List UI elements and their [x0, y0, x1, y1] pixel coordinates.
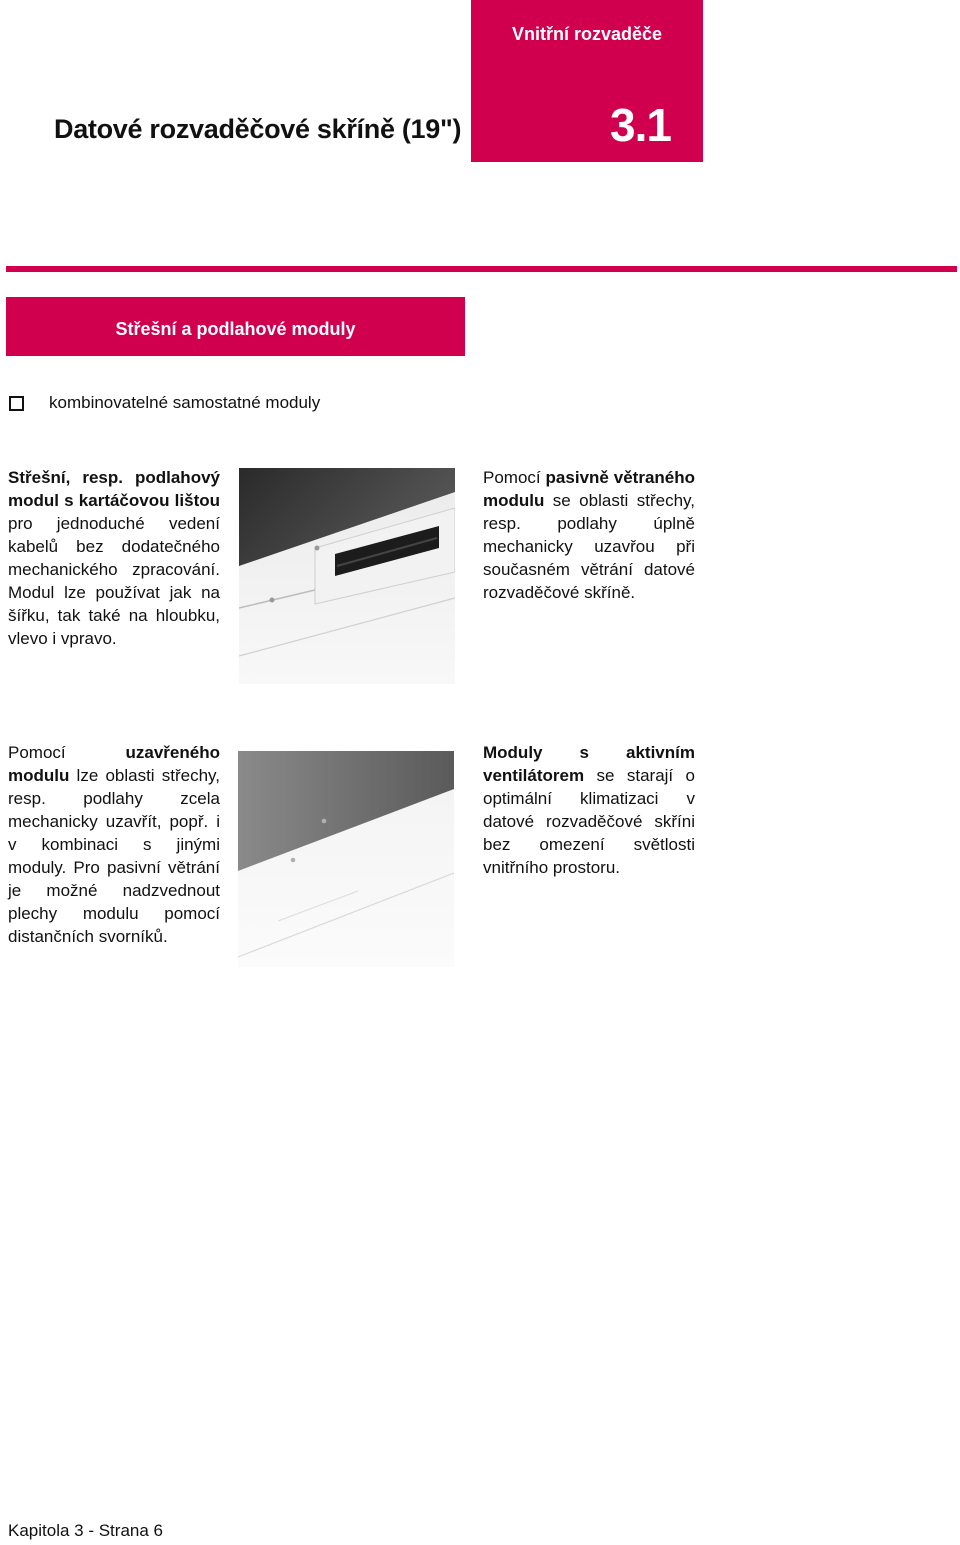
section-heading-bar [6, 297, 465, 356]
page-footer: Kapitola 3 - Strana 6 [8, 1521, 163, 1540]
category-tab [471, 0, 703, 162]
section-heading: Střešní a podlahové moduly [115, 319, 356, 339]
paragraph-active-module [483, 741, 695, 879]
paragraph-bold: Moduly s aktivním ventilátorem [483, 743, 695, 785]
paragraph-text: lze oblasti střechy, resp. podlahy zcela mechanicky uzavřít, popř. i v kombinaci s jinými moduly. Pro pasivní větrání je možné nadzvednout plechy modulu pomocí distančních svorníků. [8, 766, 220, 946]
category-label: Vnitřní rozvaděče [511, 24, 663, 44]
checkbox-icon [9, 396, 24, 411]
paragraph-text: pro jednoduché vedení kabelů bez dodatečného mechanického zpracování. Modul lze používat jak na šířku, tak také na hloubku, vlevo i vpravo. [8, 514, 220, 648]
section-number: 3.1 [610, 99, 671, 151]
brush-module-photo [239, 468, 455, 684]
paragraph-bold: uzavřeného modulu [8, 743, 220, 785]
closed-module-photo [238, 751, 454, 967]
paragraph-bold: pasivně větraného modulu [483, 468, 696, 510]
paragraph-brush-module [8, 466, 220, 650]
paragraph-closed-module [8, 741, 220, 948]
paragraph-bold: Střešní, resp. podlahový modul s kartáčovou lištou [8, 468, 220, 510]
header-divider [6, 266, 957, 272]
paragraph-pre: Pomocí [8, 743, 126, 762]
paragraph-text: se oblasti střechy, resp. podlahy úplně mechanicky uzavřou při současném větrání datové rozvaděčové skříně. [483, 491, 695, 602]
paragraph-text: se starají o optimální klimatizaci v datové rozvaděčové skříni bez omezení světlosti vnitřního prostoru. [483, 766, 695, 877]
bullet-text: kombinovatelné samostatné moduly [49, 393, 321, 412]
page-title: Datové rozvaděčové skříně (19") [54, 114, 462, 144]
paragraph-passive-module [483, 466, 695, 604]
paragraph-pre: Pomocí [483, 468, 546, 487]
bullet-item [9, 393, 320, 413]
